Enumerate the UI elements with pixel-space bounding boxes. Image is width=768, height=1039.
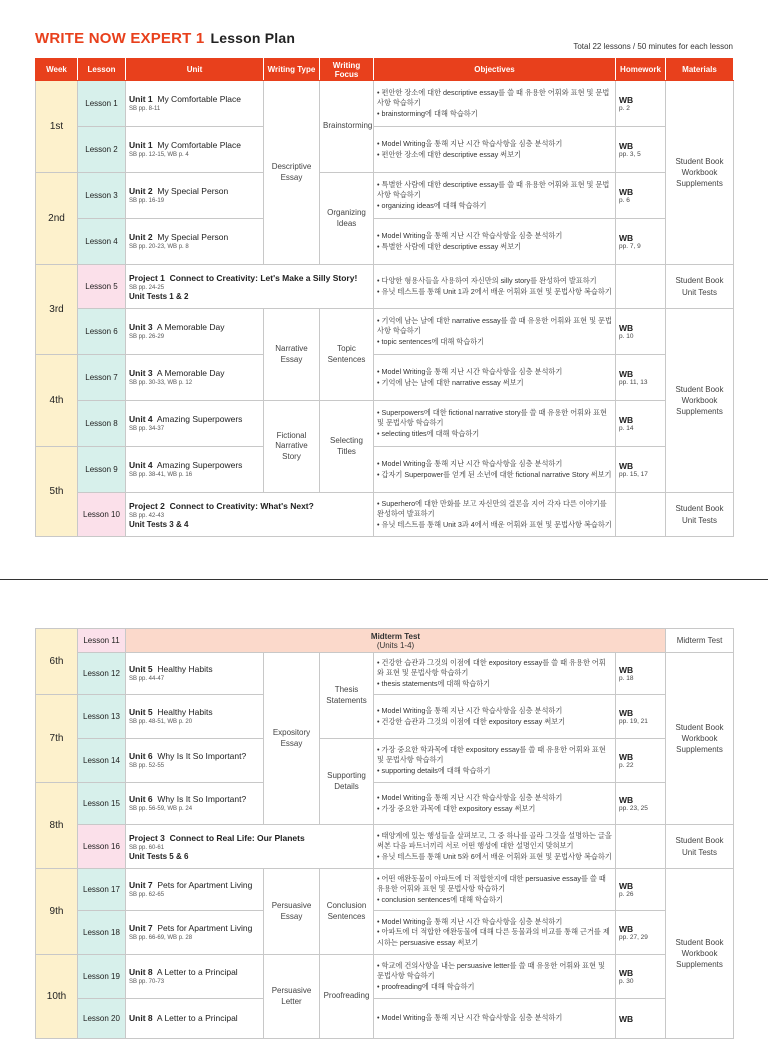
homework-cell [616, 127, 666, 173]
unit-cell [126, 911, 264, 955]
writing-type-cell: Expository Essay [264, 653, 320, 825]
homework-pages: pp. 7, 9 [619, 243, 641, 250]
objective-1: • Model Writing을 통해 지난 시간 학습사항을 심층 분석하기 [377, 139, 563, 149]
materials-cell: Student Book Workbook Supplements [666, 653, 734, 825]
unit-name: Unit 7 Pets for Apartment Living [129, 923, 253, 933]
unit-pages: SB pp. 52-55 [129, 763, 165, 769]
homework-cell [616, 825, 666, 869]
unit-cell [126, 739, 264, 783]
lesson-cell: Lesson 16 [78, 825, 126, 869]
objective-2: • 유닛 테스트를 통해 Unit 3과 4에서 배운 어휘와 표현 및 문법사항 복습하기 [377, 519, 612, 529]
unit-name: Unit 1 My Comfortable Place [129, 140, 241, 150]
homework-cell [616, 447, 666, 493]
homework-cell [616, 739, 666, 783]
unit-cell [126, 955, 264, 999]
table-row [36, 265, 734, 309]
writing-focus-cell: Selecting Titles [320, 401, 374, 493]
table-row [36, 783, 734, 825]
unit-name: Unit 5 Healthy Habits [129, 707, 213, 717]
col-unit: Unit [126, 59, 264, 81]
table-row [36, 173, 734, 219]
unit-cell [126, 355, 264, 401]
writing-focus-cell: Organizing Ideas [320, 173, 374, 265]
homework-book: WB [619, 924, 634, 934]
objectives-cell [374, 265, 616, 309]
unit-name: Unit 4 Amazing Superpowers [129, 414, 243, 424]
objective-1: • 특별한 사람에 대한 descriptive essay를 쓸 때 유용한 어휘와 표현 및 문법사항 학습하기 [377, 179, 610, 200]
lesson-cell: Lesson 3 [78, 173, 126, 219]
objective-2: • proofreading에 대해 학습하기 [377, 981, 475, 991]
homework-book: WB [619, 187, 634, 197]
homework-pages: p. 26 [619, 891, 634, 898]
objectives-cell [374, 999, 616, 1039]
homework-cell [616, 653, 666, 695]
objectives-cell [374, 447, 616, 493]
homework-book: WB [619, 881, 634, 891]
objectives-cell [374, 81, 616, 127]
homework-book: WB [619, 1013, 634, 1024]
table-row [36, 309, 734, 355]
objective-1: • 학교에 건의사항을 내는 persuasive letter를 쓸 때 유용한 어휘와 표현 및 문법사항 학습하기 [377, 960, 605, 981]
homework-book: WB [619, 665, 634, 675]
homework-pages: p. 30 [619, 978, 634, 985]
objective-1: • Model Writing을 통해 지난 시간 학습사항을 심층 분석하기 [377, 367, 563, 377]
objectives-cell [374, 127, 616, 173]
objectives-cell [374, 825, 616, 869]
lesson-cell: Lesson 10 [78, 493, 126, 537]
unit-name: Unit 2 My Special Person [129, 232, 229, 242]
homework-cell [616, 401, 666, 447]
homework-book: WB [619, 95, 634, 105]
materials-cell: Student Book Workbook Supplements [666, 869, 734, 1039]
table-row [36, 493, 734, 537]
table-row [36, 955, 734, 999]
lesson-cell: Lesson 14 [78, 739, 126, 783]
homework-cell [616, 355, 666, 401]
lesson-plan-table-1 [35, 58, 734, 537]
table-row [36, 401, 734, 447]
objective-1: • 다양한 형용사들을 사용하여 자신만의 silly story를 완성하여 발표하기 [377, 276, 597, 286]
objective-1: • 어떤 애완동물이 아파트에 더 적합한지에 대한 persuasive essay를 쓸 때 유용한 어휘와 표현 및 문법사항 학습하기 [377, 873, 606, 894]
homework-cell [616, 783, 666, 825]
homework-pages: p. 22 [619, 762, 634, 769]
objective-2: • 유닛 테스트를 통해 Unit 5와 6에서 배운 어휘와 표현 및 문법사항 복습하기 [377, 851, 612, 861]
objective-1: • Model Writing을 통해 지난 시간 학습사항을 심층 분석하기 [377, 916, 563, 926]
objective-2: • conclusion sentences에 대해 학습하기 [377, 894, 503, 904]
objectives-cell [374, 309, 616, 355]
homework-book: WB [619, 233, 634, 243]
lesson-cell: Lesson 6 [78, 309, 126, 355]
homework-cell [616, 309, 666, 355]
week-cell: 9th [36, 869, 78, 955]
objective-1: • 기억에 남는 날에 대한 narrative essay를 쓸 때 유용한 어휘와 표현 및 문법사항 학습하기 [377, 315, 612, 336]
homework-book: WB [619, 323, 634, 333]
week-cell: 2nd [36, 173, 78, 265]
lesson-cell: Lesson 1 [78, 81, 126, 127]
unit-pages: SB pp. 62-65 [129, 892, 165, 898]
objective-2: • 갑자기 Superpower를 얻게 된 소년에 대한 fictional narrative Story 써보기 [377, 469, 612, 479]
lesson-cell: Lesson 15 [78, 783, 126, 825]
col-writing-focus: Writing Focus [320, 59, 374, 81]
materials-cell: Student Book Unit Tests [666, 493, 734, 537]
unit-pages: SB pp. 12-15, WB p. 4 [129, 152, 189, 158]
objectives-cell [374, 739, 616, 783]
total-lessons-note: Total 22 lessons / 50 minutes for each lesson [573, 42, 733, 51]
homework-pages: pp. 11, 13 [619, 379, 648, 386]
project-cell: Project 3 Connect to Real Life: Our Planets SB pp. 60-61 Unit Tests 5 & 6 [126, 825, 374, 869]
objective-1: • 편안한 장소에 대한 descriptive essay를 쓸 때 유용한 어휘와 표현 및 문법사항 학습하기 [377, 87, 610, 108]
unit-pages: SB pp. 38-41, WB p. 16 [129, 472, 193, 478]
table-row [36, 695, 734, 739]
unit-name: Unit 4 Amazing Superpowers [129, 460, 243, 470]
unit-pages: SB pp. 16-19 [129, 198, 165, 204]
objectives-cell [374, 955, 616, 999]
week-cell: 7th [36, 695, 78, 783]
unit-cell [126, 219, 264, 265]
unit-cell [126, 401, 264, 447]
table-row [36, 869, 734, 911]
unit-pages: SB pp. 30-33, WB p. 12 [129, 380, 193, 386]
table-row [36, 447, 734, 493]
lesson-cell: Lesson 4 [78, 219, 126, 265]
homework-cell [616, 695, 666, 739]
writing-focus-cell: Proofreading [320, 955, 374, 1039]
objective-2: • 아파트에 더 적합한 애완동물에 대해 다른 동물과의 비교를 통해 근거를 제시하는 persuasive essay 써보기 [377, 927, 610, 947]
homework-book: WB [619, 795, 634, 805]
objectives-cell [374, 219, 616, 265]
homework-book: WB [619, 752, 634, 762]
objective-2: • 편안한 장소에 대한 descriptive essay 써보기 [377, 149, 522, 159]
objective-2: • thesis statements에 대해 학습하기 [377, 678, 491, 688]
lesson-cell: Lesson 19 [78, 955, 126, 999]
homework-book: WB [619, 141, 634, 151]
writing-type-cell: Fictional Narrative Story [264, 401, 320, 493]
table-row [36, 911, 734, 955]
homework-cell [616, 173, 666, 219]
col-materials: Materials [666, 59, 734, 81]
lesson-cell: Lesson 20 [78, 999, 126, 1039]
unit-name: Unit 7 Pets for Apartment Living [129, 880, 253, 890]
table-row [36, 81, 734, 127]
objectives-cell [374, 173, 616, 219]
unit-name: Unit 2 My Special Person [129, 186, 229, 196]
col-homework: Homework [616, 59, 666, 81]
unit-cell [126, 783, 264, 825]
unit-name: Unit 6 Why Is It So Important? [129, 794, 247, 804]
objectives-cell [374, 401, 616, 447]
homework-pages: pp. 19, 21 [619, 718, 648, 725]
week-cell: 5th [36, 447, 78, 537]
objective-1: • Model Writing을 통해 지난 시간 학습사항을 심층 분석하기 [377, 706, 563, 716]
objective-2: • brainstorming에 대해 학습하기 [377, 108, 478, 118]
col-week: Week [36, 59, 78, 81]
objective-1: • Model Writing을 통해 지난 시간 학습사항을 심층 분석하기 [377, 231, 563, 241]
table-row [36, 653, 734, 695]
objective-1: • Superpowers에 대한 fictional narrative story를 쓸 때 유용한 어휘와 표현 및 문법사항 학습하기 [377, 407, 607, 428]
table-row [36, 629, 734, 653]
unit-name: Unit 3 A Memorable Day [129, 322, 225, 332]
lesson-cell: Lesson 11 [78, 629, 126, 653]
objective-1: • Model Writing을 통해 지난 시간 학습사항을 심층 분석하기 [377, 459, 563, 469]
week-cell: 6th [36, 629, 78, 695]
homework-cell [616, 265, 666, 309]
writing-focus-cell: Supporting Details [320, 739, 374, 825]
table-row [36, 355, 734, 401]
objective-1: • Model Writing을 통해 지난 시간 학습사항을 심층 분석하기 [377, 1013, 563, 1023]
objectives-cell [374, 653, 616, 695]
objective-2: • topic sentences에 대해 학습하기 [377, 336, 485, 346]
unit-cell [126, 173, 264, 219]
table-row [36, 825, 734, 869]
objective-1: • 건강한 습관과 그것의 이점에 대한 expository essay를 쓸 때 유용한 어휘와 표현 및 문법사항 학습하기 [377, 657, 606, 678]
lesson-cell: Lesson 5 [78, 265, 126, 309]
homework-pages: p. 18 [619, 675, 634, 682]
homework-book: WB [619, 369, 634, 379]
materials-cell: Student Book Workbook Supplements [666, 81, 734, 265]
table-row [36, 739, 734, 783]
objective-1: • Model Writing을 통해 지난 시간 학습사항을 심층 분석하기 [377, 793, 563, 803]
week-cell: 8th [36, 783, 78, 869]
lesson-cell: Lesson 18 [78, 911, 126, 955]
objective-1: • Superhero에 대한 만화를 보고 자신만의 결론을 지어 각자 다른 이야기를 완성하여 발표하기 [377, 498, 607, 519]
col-writing-type: Writing Type [264, 59, 320, 81]
objective-2: • supporting details에 대해 학습하기 [377, 765, 491, 775]
objective-2: • organizing ideas에 대해 학습하기 [377, 200, 487, 210]
unit-pages: SB pp. 66-69, WB p. 28 [129, 935, 193, 941]
writing-type-cell: Descriptive Essay [264, 81, 320, 265]
page-divider [0, 579, 768, 580]
lesson-cell: Lesson 12 [78, 653, 126, 695]
week-cell: 1st [36, 81, 78, 173]
unit-cell [126, 869, 264, 911]
materials-cell: Student Book Unit Tests [666, 825, 734, 869]
col-objectives: Objectives [374, 59, 616, 81]
writing-focus-cell: Brainstorming [320, 81, 374, 173]
homework-cell [616, 955, 666, 999]
writing-type-cell: Persuasive Letter [264, 955, 320, 1039]
brand-title: WRITE NOW EXPERT 1 [35, 30, 205, 47]
homework-book: WB [619, 708, 634, 718]
lesson-cell: Lesson 9 [78, 447, 126, 493]
writing-focus-cell: Thesis Statements [320, 653, 374, 739]
lesson-cell: Lesson 13 [78, 695, 126, 739]
homework-cell [616, 999, 666, 1039]
writing-type-cell: Narrative Essay [264, 309, 320, 401]
unit-pages: SB pp. 26-29 [129, 334, 165, 340]
unit-name: Unit 8 A Letter to a Principal [129, 1012, 238, 1023]
homework-cell [616, 493, 666, 537]
objective-2: • 가장 중요한 과목에 대한 expository essay 써보기 [377, 803, 536, 813]
unit-cell [126, 81, 264, 127]
unit-cell [126, 695, 264, 739]
homework-book: WB [619, 968, 634, 978]
midterm-cell: Midterm Test (Units 1-4) [126, 629, 666, 653]
objectives-cell [374, 493, 616, 537]
objective-1: • 태양계에 있는 행성들을 살펴보고, 그 중 하나를 골라 그것을 설명하는 글을 써본 다음 파트너끼리 서로 어떤 행성에 대한 설명인지 맞혀보기 [377, 830, 612, 851]
unit-name: Unit 3 A Memorable Day [129, 368, 225, 378]
homework-pages: p. 14 [619, 425, 634, 432]
writing-type-cell: Persuasive Essay [264, 869, 320, 955]
objective-2: • selecting titles에 대해 학습하기 [377, 428, 480, 438]
writing-focus-cell: Topic Sentences [320, 309, 374, 401]
unit-name: Unit 6 Why Is It So Important? [129, 751, 247, 761]
page-title [35, 30, 295, 47]
unit-cell [126, 447, 264, 493]
objectives-cell [374, 695, 616, 739]
project-cell: Project 2 Connect to Creativity: What's Next? SB pp. 42-43 Unit Tests 3 & 4 [126, 493, 374, 537]
table-row [36, 999, 734, 1039]
homework-book: WB [619, 415, 634, 425]
homework-pages: pp. 23, 25 [619, 805, 648, 812]
objective-2: • 유닛 테스트를 통해 Unit 1과 2에서 배운 어휘와 표현 및 문법사항 복습하기 [377, 286, 612, 296]
unit-cell [126, 653, 264, 695]
unit-name: Unit 1 My Comfortable Place [129, 94, 241, 104]
objective-2: • 기억에 남는 날에 대한 narrative essay 써보기 [377, 377, 524, 387]
objectives-cell [374, 911, 616, 955]
homework-pages: p. 10 [619, 333, 634, 340]
unit-cell [126, 127, 264, 173]
objective-2: • 특별한 사람에 대한 descriptive essay 써보기 [377, 241, 522, 251]
lesson-plan-table-2 [35, 628, 734, 1039]
objective-1: • 가장 중요한 학과목에 대한 expository essay를 쓸 때 유용한 어휘와 표현 및 문법사항 학습하기 [377, 744, 606, 765]
week-cell: 10th [36, 955, 78, 1039]
lesson-cell: Lesson 2 [78, 127, 126, 173]
homework-cell [616, 869, 666, 911]
materials-cell: Student Book Unit Tests [666, 265, 734, 309]
homework-pages: pp. 3, 5 [619, 151, 641, 158]
unit-pages: SB pp. 20-23, WB p. 8 [129, 244, 189, 250]
unit-cell [126, 999, 264, 1039]
homework-cell [616, 81, 666, 127]
homework-cell [616, 219, 666, 265]
lesson-cell: Lesson 17 [78, 869, 126, 911]
homework-pages: p. 2 [619, 105, 630, 112]
unit-name: Unit 5 Healthy Habits [129, 664, 213, 674]
objectives-cell [374, 355, 616, 401]
unit-pages: SB pp. 8-11 [129, 106, 161, 112]
project-cell: Project 1 Connect to Creativity: Let's Make a Silly Story! SB pp. 24-25 Unit Tests 1 & 2 [126, 265, 374, 309]
unit-pages: SB pp. 34-37 [129, 426, 165, 432]
homework-pages: pp. 27, 29 [619, 934, 648, 941]
homework-pages: pp. 15, 17 [619, 471, 648, 478]
table-row [36, 219, 734, 265]
objectives-cell [374, 783, 616, 825]
plan-title: Lesson Plan [210, 30, 296, 46]
lesson-cell: Lesson 8 [78, 401, 126, 447]
table-row [36, 127, 734, 173]
objectives-cell [374, 869, 616, 911]
week-cell: 4th [36, 355, 78, 447]
materials-cell: Midterm Test [666, 629, 734, 653]
unit-pages: SB pp. 56-59, WB p. 24 [129, 806, 193, 812]
objective-2: • 건강한 습관과 그것의 이점에 대한 expository essay 써보기 [377, 716, 566, 726]
week-cell: 3rd [36, 265, 78, 355]
unit-pages: SB pp. 44-47 [129, 676, 165, 682]
materials-cell: Student Book Workbook Supplements [666, 309, 734, 493]
homework-pages: p. 6 [619, 197, 630, 204]
lesson-cell: Lesson 7 [78, 355, 126, 401]
col-lesson: Lesson [78, 59, 126, 81]
header-row [36, 59, 734, 81]
homework-cell [616, 911, 666, 955]
unit-cell [126, 309, 264, 355]
unit-pages: SB pp. 48-51, WB p. 20 [129, 719, 193, 725]
unit-name: Unit 8 A Letter to a Principal [129, 967, 238, 977]
unit-pages: SB pp. 70-73 [129, 979, 165, 985]
writing-focus-cell: Conclusion Sentences [320, 869, 374, 955]
homework-book: WB [619, 461, 634, 471]
